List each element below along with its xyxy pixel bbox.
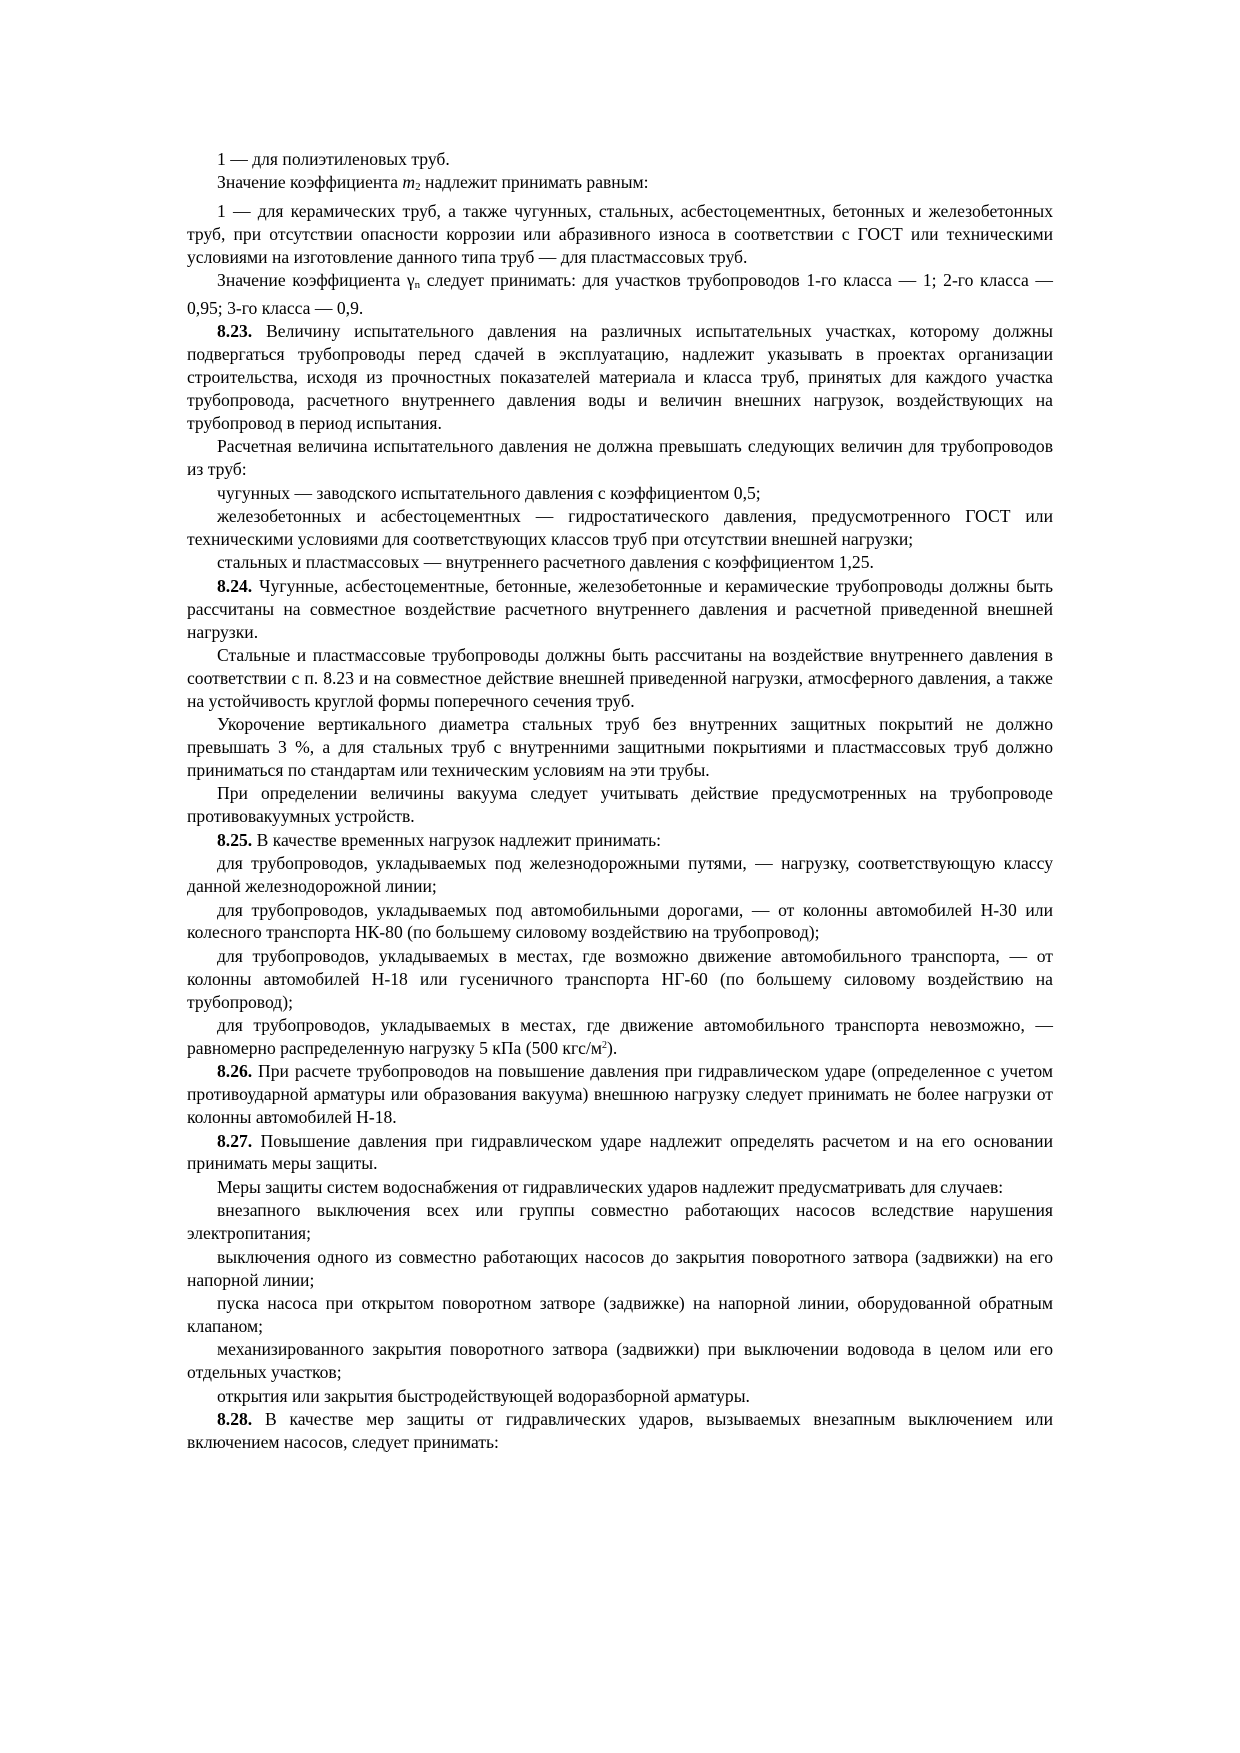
- subscript: 2: [415, 181, 421, 194]
- paragraph: для трубопроводов, укладываемых под железнодорожными путями, — нагрузку, соответствующую классу данной железнодорожной линии;: [187, 853, 1053, 897]
- paragraph: для трубопроводов, укладываемых под автомобильными дорогами, — от колонны автомобилей Н-30 или колесного транспорта НК-80 (по большему силовому воздействию на трубопровод);: [187, 899, 1053, 943]
- subscript: n: [414, 279, 421, 292]
- paragraph: Меры защиты систем водоснабжения от гидравлических ударов надлежит предусматривать для случаев:: [217, 1176, 1004, 1197]
- paragraph: 8.24. Чугунные, асбестоцементные, бетонные, железобетонные и керамические трубопроводы должны быть рассчитаны на совместное воздействие расчетного внутреннего давления и расчетной приведенной внешней нагрузки.: [187, 575, 1053, 642]
- paragraph: для трубопроводов, укладываемых в местах, где возможно движение автомобильного транспорта, — от колонны автомобилей Н-18 или гусеничного транспорта НГ-60 (по большему силовому воздействию на трубопровод);: [187, 945, 1053, 1012]
- paragraph: Значение коэффициента γn следует принимать: для участков трубопроводов 1-го класса — 1; 2-го класса — 0,95; 3-го класса — 0,9.: [187, 270, 1053, 318]
- paragraph: 1 — для полиэтиленовых труб.: [217, 149, 450, 169]
- paragraph: стальных и пластмассовых — внутреннего расчетного давления с коэффициентом 1,25.: [217, 552, 874, 573]
- paragraph: Значение коэффициента m2 надлежит принимать равным:: [217, 172, 649, 194]
- paragraph: выключения одного из совместно работающих насосов до закрытия поворотного затвора (задвижки) на его напорной линии;: [187, 1246, 1053, 1290]
- clause-number: 8.24.: [217, 575, 253, 596]
- paragraph: 8.23. Величину испытательного давления на различных испытательных участках, которому должны подвергаться трубопроводы перед сдачей в эксплуатацию, надлежит указывать в проектах организации строительства, исходя из прочностных показателей материала и класса труб, принятых для каждого участка трубопровода, расчетного внутреннего давления воды и величин внешних нагрузок, воздействующих на трубопровод в период испытания.: [187, 321, 1053, 433]
- superscript: 2: [602, 1039, 608, 1051]
- clause-number: 8.28.: [217, 1408, 253, 1429]
- paragraph: 8.27. Повышение давления при гидравлическом ударе надлежит определять расчетом и на его основании принимать меры защиты.: [187, 1130, 1053, 1174]
- clause-number: 8.27.: [217, 1130, 253, 1151]
- paragraph: При определении величины вакуума следует учитывать действие предусмотренных на трубопроводе противовакуумных устройств.: [187, 783, 1053, 827]
- document-page: [187, 148, 1053, 1454]
- paragraph: Укорочение вертикального диаметра стальных труб без внутренних защитных покрытий не должно превышать 3 %, а для стальных труб с внутренними защитными покрытиями и пластмассовых труб должно приниматься по стандартам или техническим условиям на эти трубы.: [187, 714, 1053, 781]
- clause-number: 8.23.: [217, 321, 253, 342]
- paragraph: для трубопроводов, укладываемых в местах, где движение автомобильного транспорта невозможно, — равномерно распределенную нагрузку 5 кПа (500 кгс/$м^2$).: [187, 1015, 1053, 1058]
- paragraph: 1 — для керамических труб, а также чугунных, стальных, асбестоцементных, бетонных и железобетонных труб, при отсутствии опасности коррозии или абразивного износа в соответствии с ГОСТ или техническими условиями на изготовление данного типа труб — для пластмассовых труб.: [187, 200, 1053, 267]
- paragraph: 8.26. При расчете трубопроводов на повышение давления при гидравлическом ударе (определенное с учетом противоударной арматуры или образования вакуума) внешнюю нагрузку следует принимать не более нагрузки от колонны автомобилей Н-18.: [187, 1061, 1053, 1128]
- paragraph: 8.25. В качестве временных нагрузок надлежит принимать:: [217, 829, 662, 850]
- paragraph: внезапного выключения всех или группы совместно работающих насосов вследствие нарушения электропитания;: [187, 1200, 1053, 1244]
- paragraph: Расчетная величина испытательного давления не должна превышать следующих величин для трубопроводов из труб:: [187, 436, 1053, 480]
- paragraph: открытия или закрытия быстродействующей водоразборной арматуры.: [217, 1385, 750, 1406]
- paragraph: железобетонных и асбестоцементных — гидростатического давления, предусмотренного ГОСТ или техническими условиями для соответствующих классов труб при отсутствии внешней нагрузки;: [187, 506, 1053, 549]
- variable-m: m: [402, 172, 416, 193]
- paragraph: механизированного закрытия поворотного затвора (задвижки) при выключении водовода в целом или его отдельных участков;: [187, 1339, 1053, 1383]
- clause-number: 8.25.: [217, 829, 253, 850]
- paragraph: Стальные и пластмассовые трубопроводы должны быть рассчитаны на воздействие внутреннего давления в соответствии с п. 8.23 и на совместное действие внешней приведенной нагрузки, атмосферного давления, а также на устойчивость круглой формы поперечного сечения труб.: [187, 645, 1053, 711]
- paragraph: чугунных — заводского испытательного давления с коэффициентом 0,5;: [217, 482, 761, 503]
- clause-number: 8.26.: [217, 1061, 253, 1082]
- paragraph: пуска насоса при открытом поворотном затворе (задвижке) на напорной линии, оборудованной обратным клапаном;: [187, 1292, 1053, 1336]
- paragraph: 8.28. В качестве мер защиты от гидравлических ударов, вызываемых внезапным выключением или включением насосов, следует принимать:: [187, 1408, 1053, 1452]
